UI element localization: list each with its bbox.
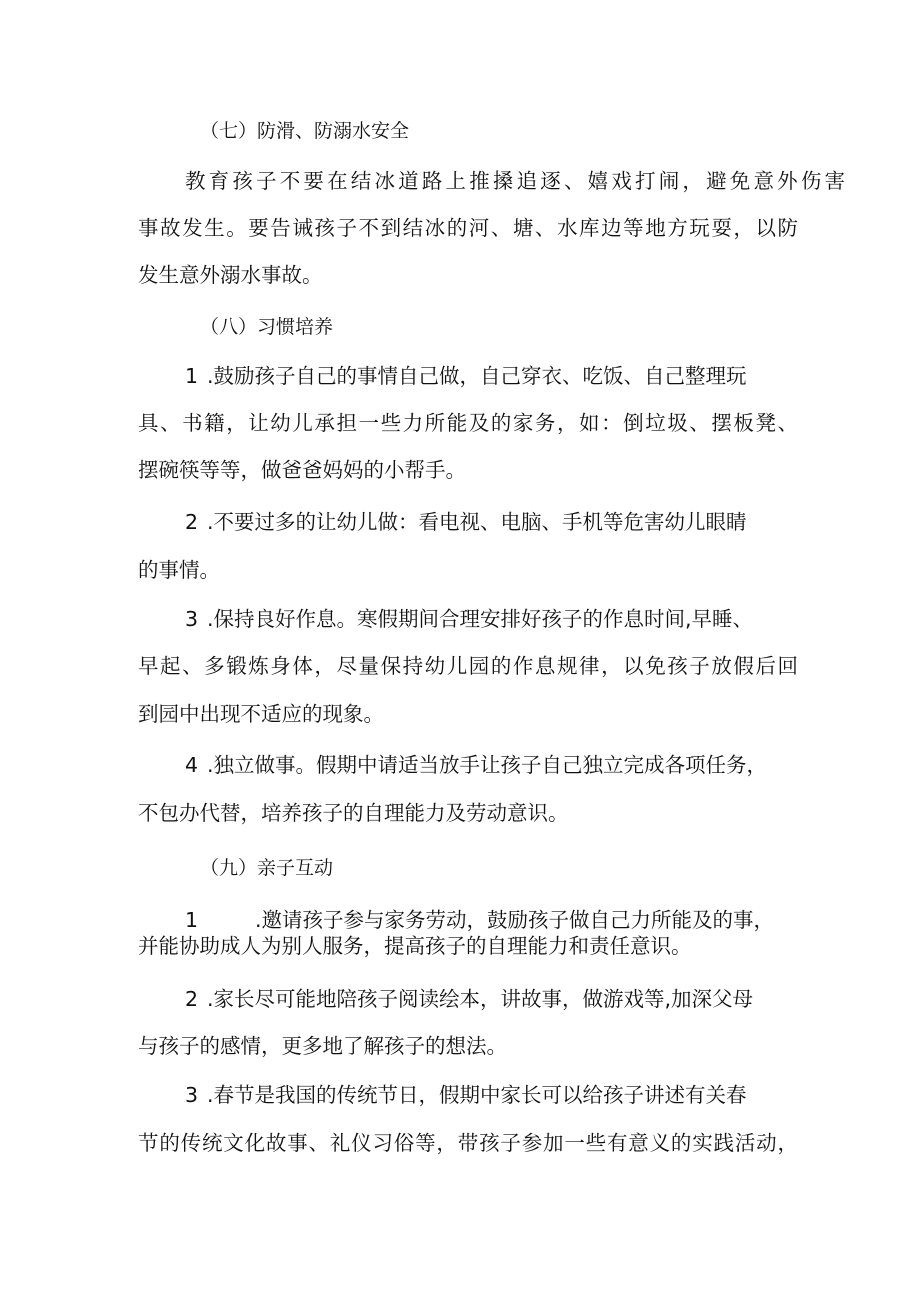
list-item-number: 1 bbox=[185, 364, 199, 388]
paragraph-line: 摆碗筷等等，做爸爸妈妈的小帮手。 bbox=[138, 458, 466, 482]
list-item-text: .保持良好作息。寒假期间合理安排好孩子的作息时间,早睡、 bbox=[207, 607, 754, 631]
list-item-line bbox=[185, 362, 845, 390]
list-item-text: .家长尽可能地陪孩子阅读绘本，讲故事，做游戏等,加深父母 bbox=[207, 987, 754, 1011]
section-heading-7: （七）防滑、防溺水安全 bbox=[200, 120, 410, 142]
list-item-line bbox=[185, 1081, 845, 1109]
list-item-text: .春节是我国的传统节日，假期中家长可以给孩子讲述有关春 bbox=[207, 1083, 747, 1107]
list-item-text: .鼓励孩子自己的事情自己做，自己穿衣、吃饭、自己整理玩 bbox=[207, 364, 747, 388]
list-item-number: 3 bbox=[185, 607, 199, 631]
section-heading-9: （九）亲子互动 bbox=[200, 857, 334, 879]
list-item-line bbox=[185, 906, 845, 934]
section-heading-8: （八）习惯培养 bbox=[200, 316, 334, 338]
list-item-number: 1 bbox=[185, 908, 199, 932]
list-item-line bbox=[185, 508, 845, 536]
list-item-line bbox=[185, 605, 845, 633]
list-item-line bbox=[185, 985, 845, 1013]
paragraph-line: 并能协助成人为别人服务，提高孩子的自理能力和责任意识。 bbox=[138, 934, 692, 958]
paragraph-line: 教育孩子不要在结冰道路上推搡追逐、嬉戏打闹，避免意外伤害 bbox=[185, 169, 845, 193]
paragraph-line: 与孩子的感情，更多地了解孩子的想法。 bbox=[138, 1034, 507, 1058]
paragraph-line: 不包办代替，培养孩子的自理能力及劳动意识。 bbox=[138, 801, 569, 825]
list-item-number: 4 bbox=[185, 753, 199, 777]
list-item-number: 2 bbox=[185, 987, 199, 1011]
paragraph-line: 到园中出现不适应的现象。 bbox=[138, 702, 384, 726]
list-item-text: .邀请孩子参与家务劳动，鼓励孩子做自己力所能及的事， bbox=[255, 908, 775, 932]
paragraph-line: 事故发生。要告诫孩子不到结冰的河、塘、水库边等地方玩耍，以防 bbox=[138, 216, 798, 240]
list-item-number: 3 bbox=[185, 1083, 199, 1107]
paragraph-line: 具、书籍，让幼儿承担一些力所能及的家务，如：倒垃圾、摆板凳、 bbox=[138, 411, 798, 435]
list-item-text: .不要过多的让幼儿做：看电视、电脑、手机等危害幼儿眼睛 bbox=[207, 510, 747, 534]
paragraph-line: 节的传统文化故事、礼仪习俗等，带孩子参加一些有意义的实践活动， bbox=[138, 1131, 798, 1155]
list-item-text: .独立做事。假期中请适当放手让孩子自己独立完成各项任务， bbox=[207, 753, 768, 777]
list-item-line bbox=[185, 751, 845, 779]
paragraph-line: 早起、多锻炼身体，尽量保持幼儿园的作息规律，以免孩子放假后回 bbox=[138, 654, 798, 678]
list-item-number: 2 bbox=[185, 510, 199, 534]
paragraph-line: 发生意外溺水事故。 bbox=[138, 263, 323, 287]
paragraph-line: 的事情。 bbox=[138, 558, 220, 582]
